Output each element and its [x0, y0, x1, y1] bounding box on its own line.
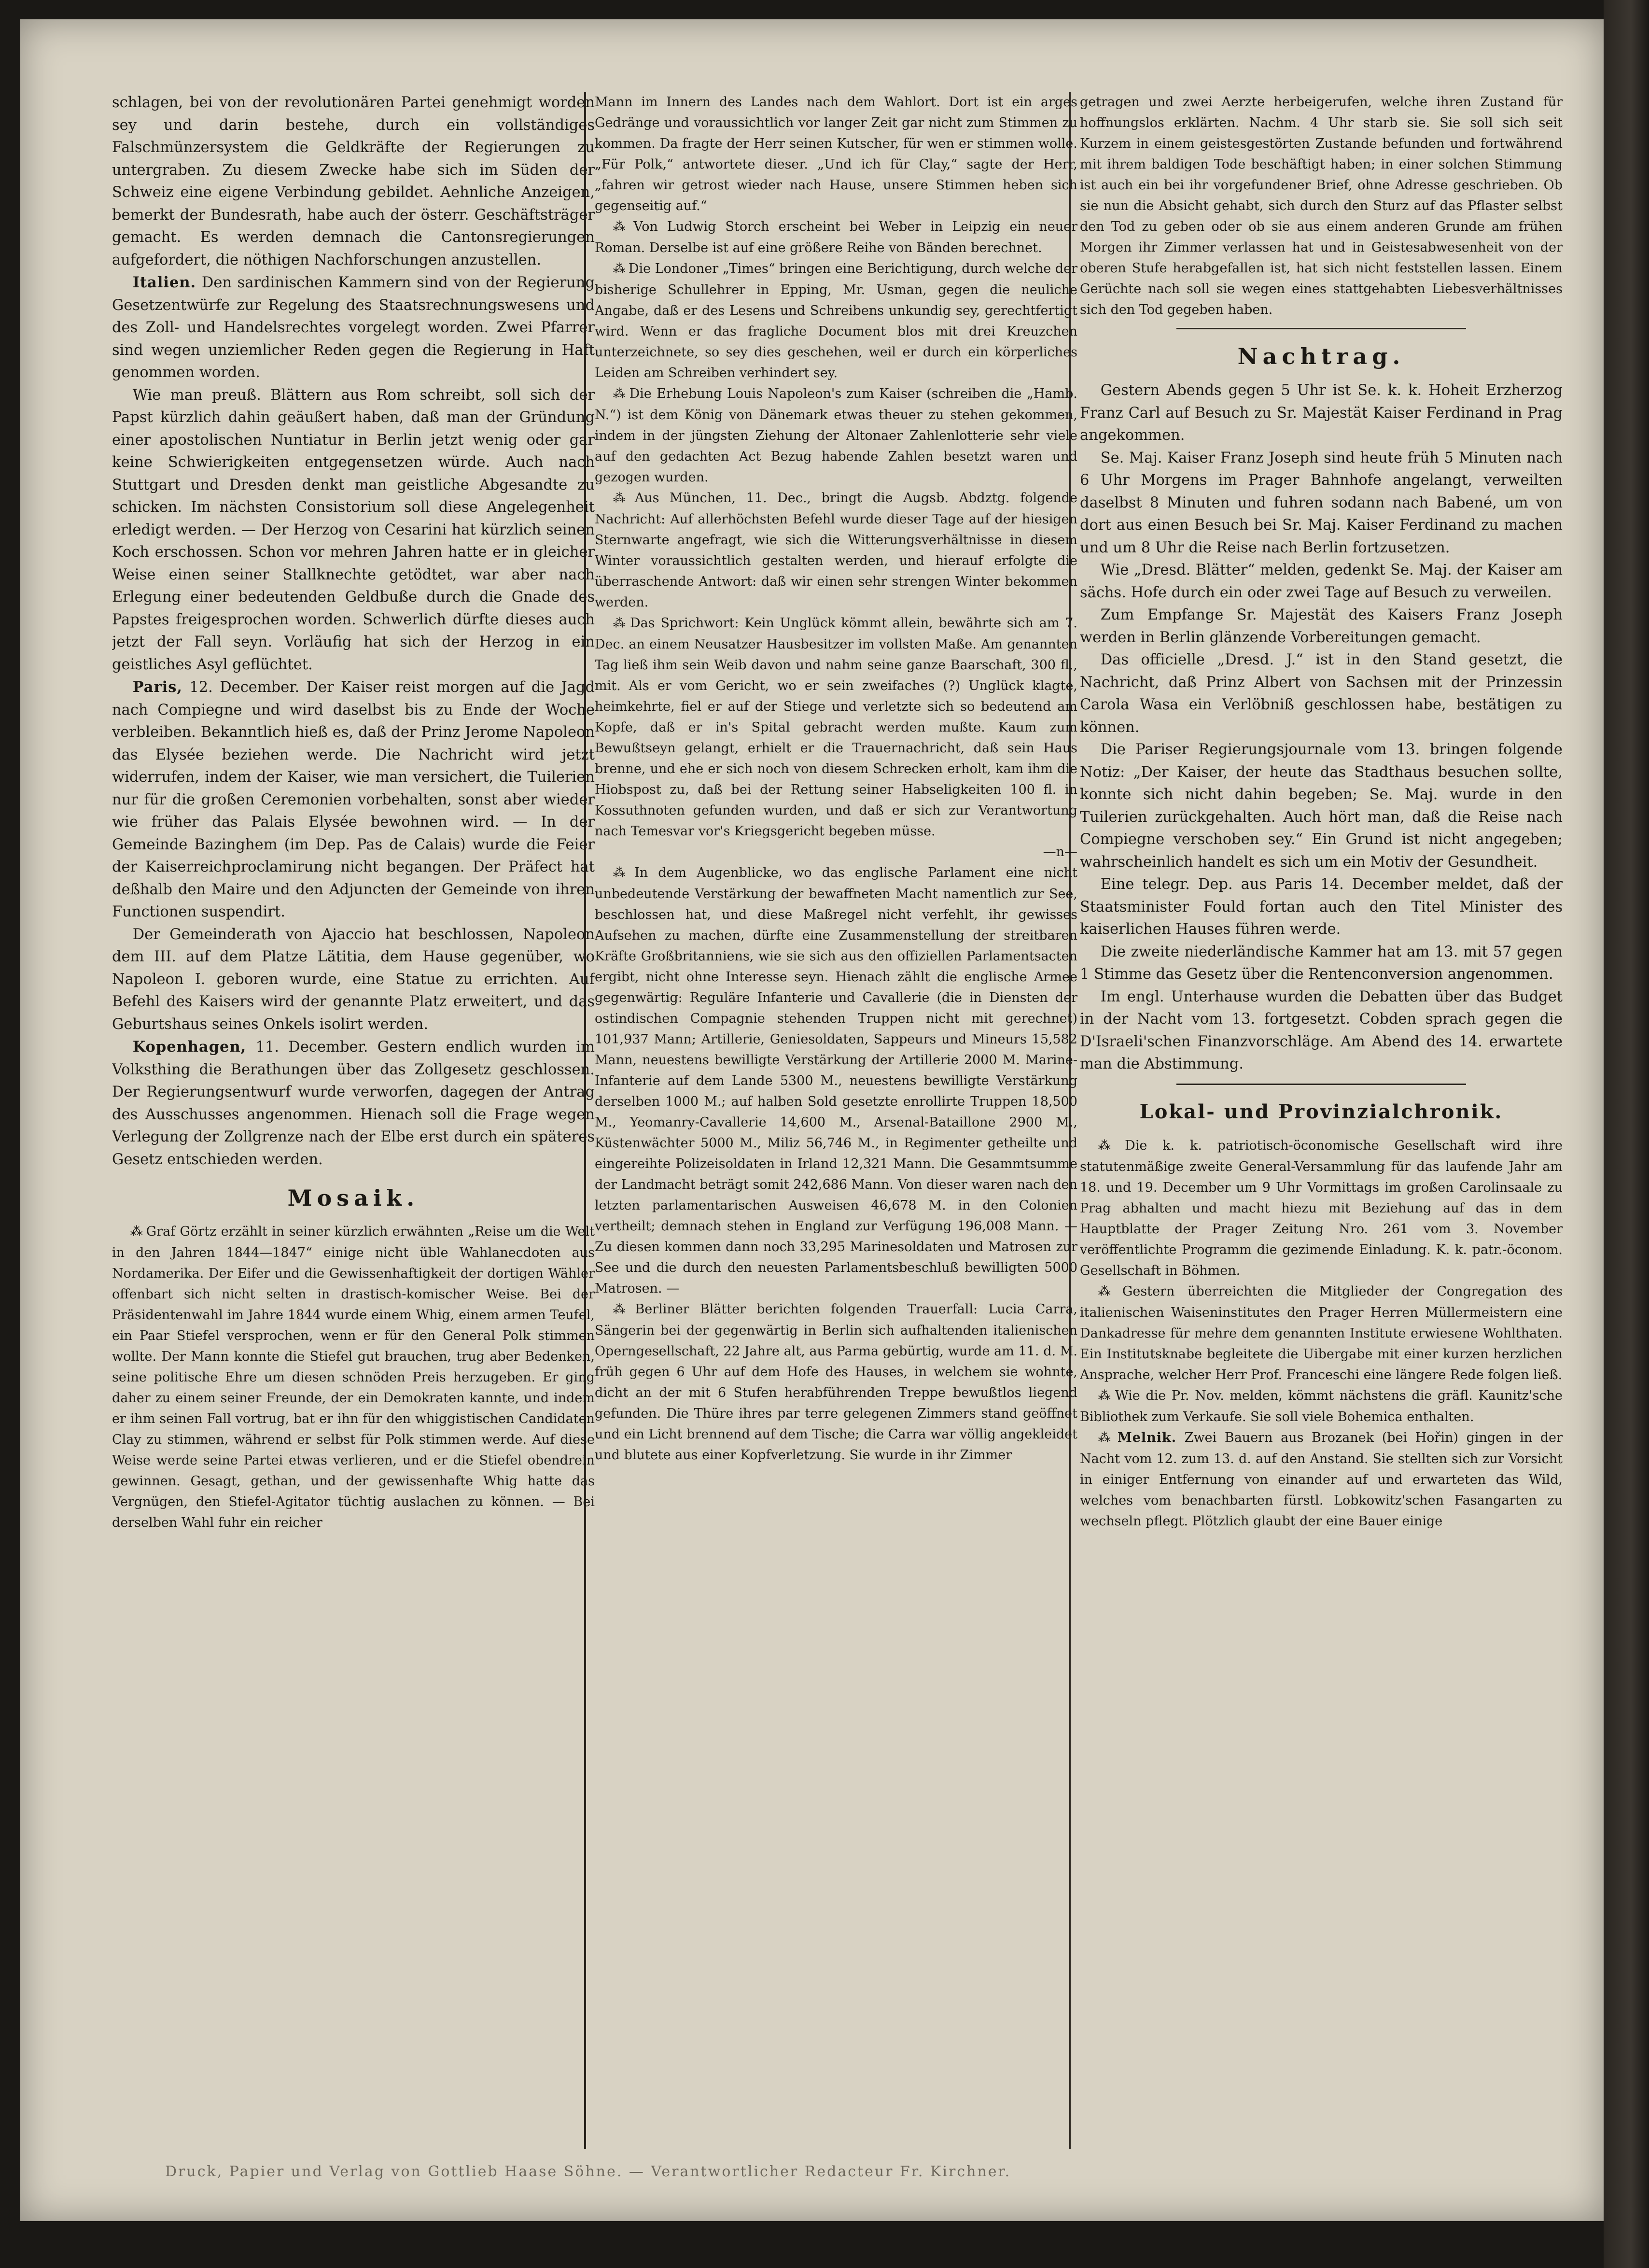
lokal-library-item — [1080, 1385, 1563, 1427]
asterism-icon: ⁂ — [1098, 1138, 1121, 1153]
proverb-signature: —n— — [1043, 845, 1077, 859]
ajaccio-report: Der Gemeinderath von Ajaccio hat beschlossen, Napoleon dem III. auf dem Platze Lätitia, dem Hause gegenüber, wo Napoleon I. geboren wurde, eine Statue zu errichten. Auf Befehl des Kaisers wird der genannte Platz erweitert, und das Geburtshaus seines Onkels isolirt werden. — [112, 926, 595, 1033]
asterism-icon: ⁂ — [1098, 1284, 1118, 1299]
asterism-icon: ⁂ — [613, 262, 625, 276]
lokal-library-text: Wie die Pr. Nov. melden, kömmt nächstens die gräfl. Kaunitz'sche Bibliothek zum Verkaufe. Sie soll viele Bohemica enthalten. — [1080, 1388, 1563, 1424]
column-3 — [1080, 92, 1563, 2158]
times-correction-item — [595, 258, 1077, 383]
nachtrag-fould: Eine telegr. Dep. aus Paris 14. December meldet, daß der Staatsminister Fould fortan auch den Titel Minister des kaiserlichen Hauses führen werde. — [1080, 876, 1563, 938]
british-army-text: In dem Augenblicke, wo das englische Parlament eine nicht unbedeutende Verstärkung der bewaffneten Macht namentlich zur See, beschlossen hat, und diese Maßregel nicht verfehlt, ihr gewisses Aufsehen zu machen, dürfte eine Zusammenstellung der streitbaren Kräfte Großbritanniens, wie sie sich aus den offiziellen Parlamentsacten ergibt, nicht ohne Interesse seyn. Hienach zählt die englische Armee gegenwärtig: Reguläre Infanterie und Cavallerie (die in Diensten der ostindischen Compagnie stehenden Truppen nicht mit gerechnet) 101,937 Mann; Artillerie, Geniesoldaten, Sappeurs und Mineurs 15,582 Mann, neuestens bewilligte Verstärkung der Artillerie 2000 M. Marine-Infanterie auf dem Lande 5300 M., neuestens bewilligte Verstärkung derselben 1000 M.; auf halben Sold gesetzte enrollirte Truppen 18,500 M., Yeomanry-Cavallerie 14,600 M., Arsenal-Bataillone 2900 M., Küstenwächter 5000 M., Miliz 56,746 M., in Regimenter getheilte und eingereihte Polizeisoldaten in Irland 12,321 Mann. Die Gesammtsumme der Landmacht beträgt somit 242,686 Mann. Von dieser waren nach den letzten parlamentarischen Ausweisen 46,678 M. in den Colonien vertheilt; demnach stehen in England zur Verfügung 196,008 Mann. — Zu diesen kommen dann noch 33,295 Marinesoldaten und Matrosen zur See und die durch den neuesten Parlamentsbeschluß bewilligten 5000 Matrosen. — — [595, 865, 1077, 1296]
lokal-society-text: Die k. k. patriotisch-öconomische Gesellschaft wird ihre statutenmäßige zweite General-Versammlung für das laufende Jahr am 18. und 19. December um 9 Uhr Vormittags im großen Carolinsaale zu Prag abhalten und macht hiezu mit Beziehung auf das in dem Hauptblatte der Prager Zeitung Nro. 261 vom 3. November veröffentlichte Programm die gezimende Einladung. K. k. patr.-öconom. Gesellschaft in Böhmen. — [1080, 1138, 1563, 1278]
copenhagen-report — [112, 1036, 595, 1171]
british-army-item — [595, 862, 1077, 1299]
berlin-tragedy-item — [595, 1299, 1077, 1465]
berlin-tragedy-continued: getragen und zwei Aerzte herbeigerufen, welche ihren Zustand für hoffnungslos erklärten. Nachm. 4 Uhr starb sie. Sie soll sich seit Kurzem in einem geistesgestörten Zustande befunden und fortwährend mit ihrem baldigen Tode beschäftigt haben; in einer solchen Stimmung ist auch ein bei ihr vorgefundener Brief, ohne Adresse geschrieben. Ob sie nun die Absicht gehabt, sich durch den Sturz auf das Pflaster selbst den Tod zu geben oder ob sie aus einem anderen Grunde am frühen Morgen ihr Zimmer verlassen hat und in Geistesabwesenheit von der oberen Stufe herabgefallen ist, hat sich nicht feststellen lassen. Einem Gerüchte nach soll sie wegen eines stattgehabten Liebesverhältnisses sich den Tod gegeben haben. — [1080, 95, 1563, 317]
italy-lead: Italien. — [132, 274, 196, 291]
asterism-icon: ⁂ — [613, 220, 630, 234]
asterism-icon: ⁂ — [613, 1302, 631, 1317]
lokal-melnik-item — [1080, 1427, 1563, 1532]
scan-edge — [1604, 0, 1649, 2268]
rome-report: Wie man preuß. Blättern aus Rom schreibt, soll sich der Papst kürzlich dahin geäußert haben, daß man der Gründung einer apostolischen Nuntiatur in Berlin jetzt wenig oder gar keine Schwierigkeiten entgegensetzen würde. Auch nach Stuttgart und Dresden denkt man geistliche Abgesandte zu schicken. Im nächsten Consistorium soll diese Angelegenheit erledigt werden. — Der Herzog von Cesarini hat kürzlich seinen Koch erschossen. Schon vor mehren Jahren hatte er in gleicher Weise einen seiner Stallknechte getödtet, war aber nach Erlegung einer bedeutenden Geldbuße durch die Gnade des Papstes freigesprochen worden. Schwerlich dürfte dieses auch jetzt der Fall seyn. Vorläufig hat sich der Herzog in ein geistliches Asyl geflüchtet. — [112, 386, 595, 673]
switzerland-report-continued: schlagen, bei von der revolutionären Partei genehmigt worden sey und darin bestehe, durch ein vollständiges Falschmünzersystem die Geldkräfte der Regierungen zu untergraben. Zu diesem Zwecke habe sich im Süden der Schweiz eine eigene Verbindung gebildet. Aehnliche Anzeigen, bemerkt der Bundesrath, habe auch der österr. Geschäftsträger gemacht. Es werden demnach die Cantonsregierungen aufgefordert, die nöthigen Nachforschungen anzustellen. — [112, 94, 595, 268]
newspaper-page — [20, 19, 1604, 2221]
nachtrag-engagement: Das officielle „Dresd. J.“ ist in den Stand gesetzt, die Nachricht, daß Prinz Albert von Sachsen mit der Prinzessin Carola Wasa ein Verlöbniß geschlossen habe, bestätigen zu können. — [1080, 651, 1563, 736]
mosaik-heading: Mosaik. — [287, 1185, 419, 1211]
storch-novel-text: Von Ludwig Storch erscheint bei Weber in Leipzig ein neuer Roman. Derselbe ist auf eine größere Reihe von Bänden berechnet. — [595, 219, 1077, 255]
asterism-icon: ⁂ — [613, 866, 631, 880]
section-divider — [1176, 1084, 1466, 1085]
column-2 — [595, 92, 1077, 2158]
paris-text: 12. December. Der Kaiser reist morgen auf die Jagd nach Compiegne und wird daselbst bis zu Ende der Woche verbleiben. Bekanntlich hieß es, daß der Prinz Jerome Napoleon das Elysée beziehen werde. Die Nachricht wird jetzt widerrufen, indem der Kaiser, wie man versichert, die Tuilerien nur für die großen Ceremonien vorbehalten, sonst aber wieder wie früher das Palais Elysée bewohnen wird. — In der Gemeinde Bazinghem (im Dep. Pas de Calais) wurde die Feier der Kaiserreichproclamirung nicht begangen. Der Präfect hat deßhalb den Maire und den Adjuncten der Gemeinde von ihren Functionen suspendirt. — [112, 679, 595, 920]
nachtrag-heading: Nachtrag. — [1237, 343, 1405, 369]
asterism-icon: ⁂ — [1098, 1430, 1114, 1445]
lokal-orphanage-item — [1080, 1281, 1563, 1385]
asterism-icon: ⁂ — [613, 491, 631, 506]
melnik-lead: Melnik. — [1117, 1430, 1177, 1445]
berlin-tragedy-text: Berliner Blätter berichten folgenden Trauerfall: Lucia Carra, Sängerin bei der gegenwärtig in Berlin sich aufhaltenden italienischen Operngesellschaft, 22 Jahre alt, aus Parma gebürtig, wurde am 11. d. M. früh gegen 6 Uhr auf dem Hofe des Hauses, in welchem sie wohnte, dicht an der mit 6 Stufen herabführenden Treppe bewußtlos liegend gefunden. Die Thüre ihres par terre gelegenen Zimmers stand geöffnet und ein Licht brennend auf dem Tische; die Carra war völlig angekleidet und blutete aus einer Kopfverletzung. Sie wurde in ihr Zimmer — [595, 1302, 1077, 1463]
asterism-icon: ⁂ — [130, 1225, 142, 1239]
proverb-item — [595, 613, 1077, 842]
lokal-heading: Lokal- und Provinzialchronik. — [1139, 1100, 1503, 1123]
lottery-item — [595, 383, 1077, 488]
italy-report — [112, 271, 595, 384]
italy-text: Den sardinischen Kammern sind von der Regierung Gesetzentwürfe zur Regelung des Staatsrechnungswesens und des Zoll- und Handelsrechtes vorgelegt worden. Zwei Pfarrer sind wegen unziemlicher Reden gegen die Regierung in Haft genommen worden. — [112, 274, 595, 381]
nachtrag-paris-notice: Die Pariser Regierungsjournale vom 13. bringen folgende Notiz: „Der Kaiser, der heute das Stadthaus besuchen sollte, konnte sich nicht dahin begeben; Se. Maj. wurde in den Tuilerien zurückgehalten. Auch hört man, daß die Reise nach Compiegne verschoben sey.“ Ein Grund ist nicht angegeben; wahrscheinlich handelt es sich um ein Motiv der Gesundheit. — [1080, 741, 1563, 871]
column-1 — [112, 92, 595, 2158]
proverb-text: Das Sprichwort: Kein Unglück kömmt allein, bewährte sich am 7. Dec. an einem Neusatzer Hausbesitzer im vollsten Maße. Am genannten Tag ließ ihm sein Weib davon und nahm seine ganze Baarschaft, 300 fl., mit. Als er vom Gericht, wo er sein zweifaches (?) Unglück klagte, heimkehrte, fiel er auf der Stiege und verletzte sich so bedeutend am Kopfe, daß er in's Spital gebracht werden mußte. Kaum zum Bewußtseyn gelangt, erhielt er die Trauernachricht, daß sein Haus brenne, und ehe er sich noch von diesem Schrecken erholt, kam ihm die Hiobspost zu, daß bei der Rettung seiner Habseligkeiten 100 fl. in Kossuthnoten gefunden wurden, und daß er sich zur Verantwortung nach Temesvar vor's Kriegsgericht begeben müsse. — [595, 616, 1077, 839]
mosaik-item-election-text: Graf Görtz erzählt in seiner kürzlich erwähnten „Reise um die Welt in den Jahren 1844—1847“ einige nicht üble Wahlanecdoten aus Nordamerika. Der Eifer und die Gewissenhaftigkeit der dortigen Wähler offenbart sich nicht selten in drastisch-komischer Weise. Bei der Präsidentenwahl im Jahre 1844 wurde einem Whig, einem armen Teufel, ein Paar Stiefel versprochen, wenn er für den General Polk stimmen wollte. Der Mann konnte die Stiefel gut brauchen, trug aber Bedenken, seine politische Ehre um diesen schnöden Preis herzugeben. Er ging daher zu einem seiner Freunde, der ein Demokraten kannte, und indem er ihm seinen Fall vortrug, bat er ihn für den whiggistischen Candidaten Clay zu stimmen, während er selbst für Polk stimmen werde. Auf diese Weise werde seine Partei etwas verlieren, und er die Stiefel obendrein gewinnen. Gesagt, gethan, und der gewissenhafte Whig hatte das Vergnügen, den Stiefel-Agitator tüchtig auslachen zu können. — Bei derselben Wahl fuhr ein reicher — [112, 1224, 595, 1530]
nachtrag-commons: Im engl. Unterhause wurden die Debatten über das Budget in der Nacht vom 13. fortgesetzt. Cobden sprach gegen die D'Israeli'schen Finanzvorschläge. Am Abend des 14. erwartete man die Abstimmung. — [1080, 988, 1563, 1072]
section-divider — [1176, 328, 1466, 329]
melnik-text: Zwei Bauern aus Brozanek (bei Hořin) gingen in der Nacht vom 12. zum 13. d. auf den Anstand. Sie stellten sich zur Vorsicht in einiger Entfernung von einander auf und erwarteten das Wild, welches vom benachbarten fürstl. Lobkowitz'schen Fasangarten zu wechseln pflegt. Plötzlich glaubt der eine Bauer einige — [1080, 1430, 1563, 1529]
copenhagen-text: 11. December. Gestern endlich wurden im Volksthing die Berathungen über das Zollgesetz geschlossen. Der Regierungsentwurf wurde verworfen, dagegen der Antrag des Ausschusses angenommen. Hienach soll die Frage wegen Verlegung der Zollgrenze nach der Elbe erst durch ein späteres Gesetz entschieden werden. — [112, 1039, 595, 1168]
paris-report — [112, 676, 595, 924]
munich-weather-text: Aus München, 11. Dec., bringt die Augsb. Abdztg. folgende Nachricht: Auf allerhöchsten Befehl wurde dieser Tage auf der hiesigen Sternwarte angefragt, wie sich die Witterungsverhältnisse in diesem Winter voraussichtlich gestalten werden, und hierauf erfolgte die überraschende Antwort: daß wir einen sehr strengen Winter bekommen werden. — [595, 491, 1077, 610]
nachtrag-berlin-reception: Zum Empfange Sr. Majestät des Kaisers Franz Joseph werden in Berlin glänzende Vorbereitungen gemacht. — [1080, 606, 1563, 646]
lokal-society-item — [1080, 1135, 1563, 1281]
election-anecdote-continued: Mann im Innern des Landes nach dem Wahlort. Dort ist ein arges Gedränge und voraussichtlich vor langer Zeit gar nicht zum Stimmen zu kommen. Da fragte der Herr seinen Kutscher, für wen er stimmen wolle. „Für Polk,“ antwortete dieser. „Und ich für Clay,“ sagte der Herr, „fahren wir getrost wieder nach Hause, unsere Stimmen heben sich gegenseitig auf.“ — [595, 95, 1077, 213]
nachtrag-emperor-prague: Se. Maj. Kaiser Franz Joseph sind heute früh 5 Minuten nach 6 Uhr Morgens im Prager Bahnhofe angelangt, verweilten daselbst 8 Minuten und fuhren sodann nach Babené, um von dort aus einen Besuch bei Sr. Maj. Kaiser Ferdinand zu machen und um 8 Uhr die Reise nach Berlin fortzusetzen. — [1080, 449, 1563, 556]
nachtrag-archduke: Gestern Abends gegen 5 Uhr ist Se. k. k. Hoheit Erzherzog Franz Carl auf Besuch zu Sr. Majestät Kaiser Ferdinand in Prag angekommen. — [1080, 382, 1563, 444]
imprint-footer: Druck, Papier und Verlag von Gottlieb Haase Söhne. — Verantwortlicher Redacteur Fr. Kirchner. — [165, 2163, 1011, 2180]
munich-weather-item — [595, 488, 1077, 613]
nachtrag-netherlands: Die zweite niederländische Kammer hat am 13. mit 57 gegen 1 Stimme das Gesetz über die Rentenconversion angenommen. — [1080, 943, 1563, 983]
mosaik-item-election — [112, 1221, 595, 1533]
asterism-icon: ⁂ — [613, 387, 626, 401]
asterism-icon: ⁂ — [1098, 1388, 1111, 1403]
lokal-orphanage-text: Gestern überreichten die Mitglieder der Congregation des italienischen Waiseninstitutes den Prager Herren Müllermeistern eine Dankadresse für mehre dem genannten Institute erwiesene Wohlthaten. Ein Institutsknabe begleitete die Uibergabe mit einer kurzen herzlichen Ansprache, welcher Herr Prof. Franceschi eine längere Rede folgen ließ. — [1080, 1283, 1563, 1382]
copenhagen-lead: Kopenhagen, — [132, 1038, 247, 1056]
asterism-icon: ⁂ — [613, 616, 627, 631]
storch-novel-item — [595, 216, 1077, 258]
nachtrag-dresden: Wie „Dresd. Blätter“ melden, gedenkt Se. Maj. der Kaiser am sächs. Hofe durch ein oder zwei Tage auf Besuch zu verweilen. — [1080, 562, 1563, 601]
lottery-text: Die Erhebung Louis Napoleon's zum Kaiser (schreiben die „Hamb. N.“) ist dem König von Dänemark etwas theuer zu stehen gekommen, indem in der jüngsten Ziehung der Altonaer Zahlenlotterie sehr viele auf den gedachten Act Bezug habende Zahlen besetzt waren und gezogen wurden. — [595, 386, 1077, 485]
paris-lead: Paris, — [132, 678, 183, 696]
times-correction-text: Die Londoner „Times“ bringen eine Berichtigung, durch welche der bisherige Schullehrer in Epping, Mr. Usman, gegen die neuliche Angabe, daß er des Lesens und Schreibens unkundig sey, gerechtfertigt wird. Wenn er das fragliche Document blos mit drei Kreuzchen unterzeichnete, so sey dies geschehen, weil er durch ein körperliches Leiden am Schreiben verhindert sey. — [595, 261, 1077, 380]
